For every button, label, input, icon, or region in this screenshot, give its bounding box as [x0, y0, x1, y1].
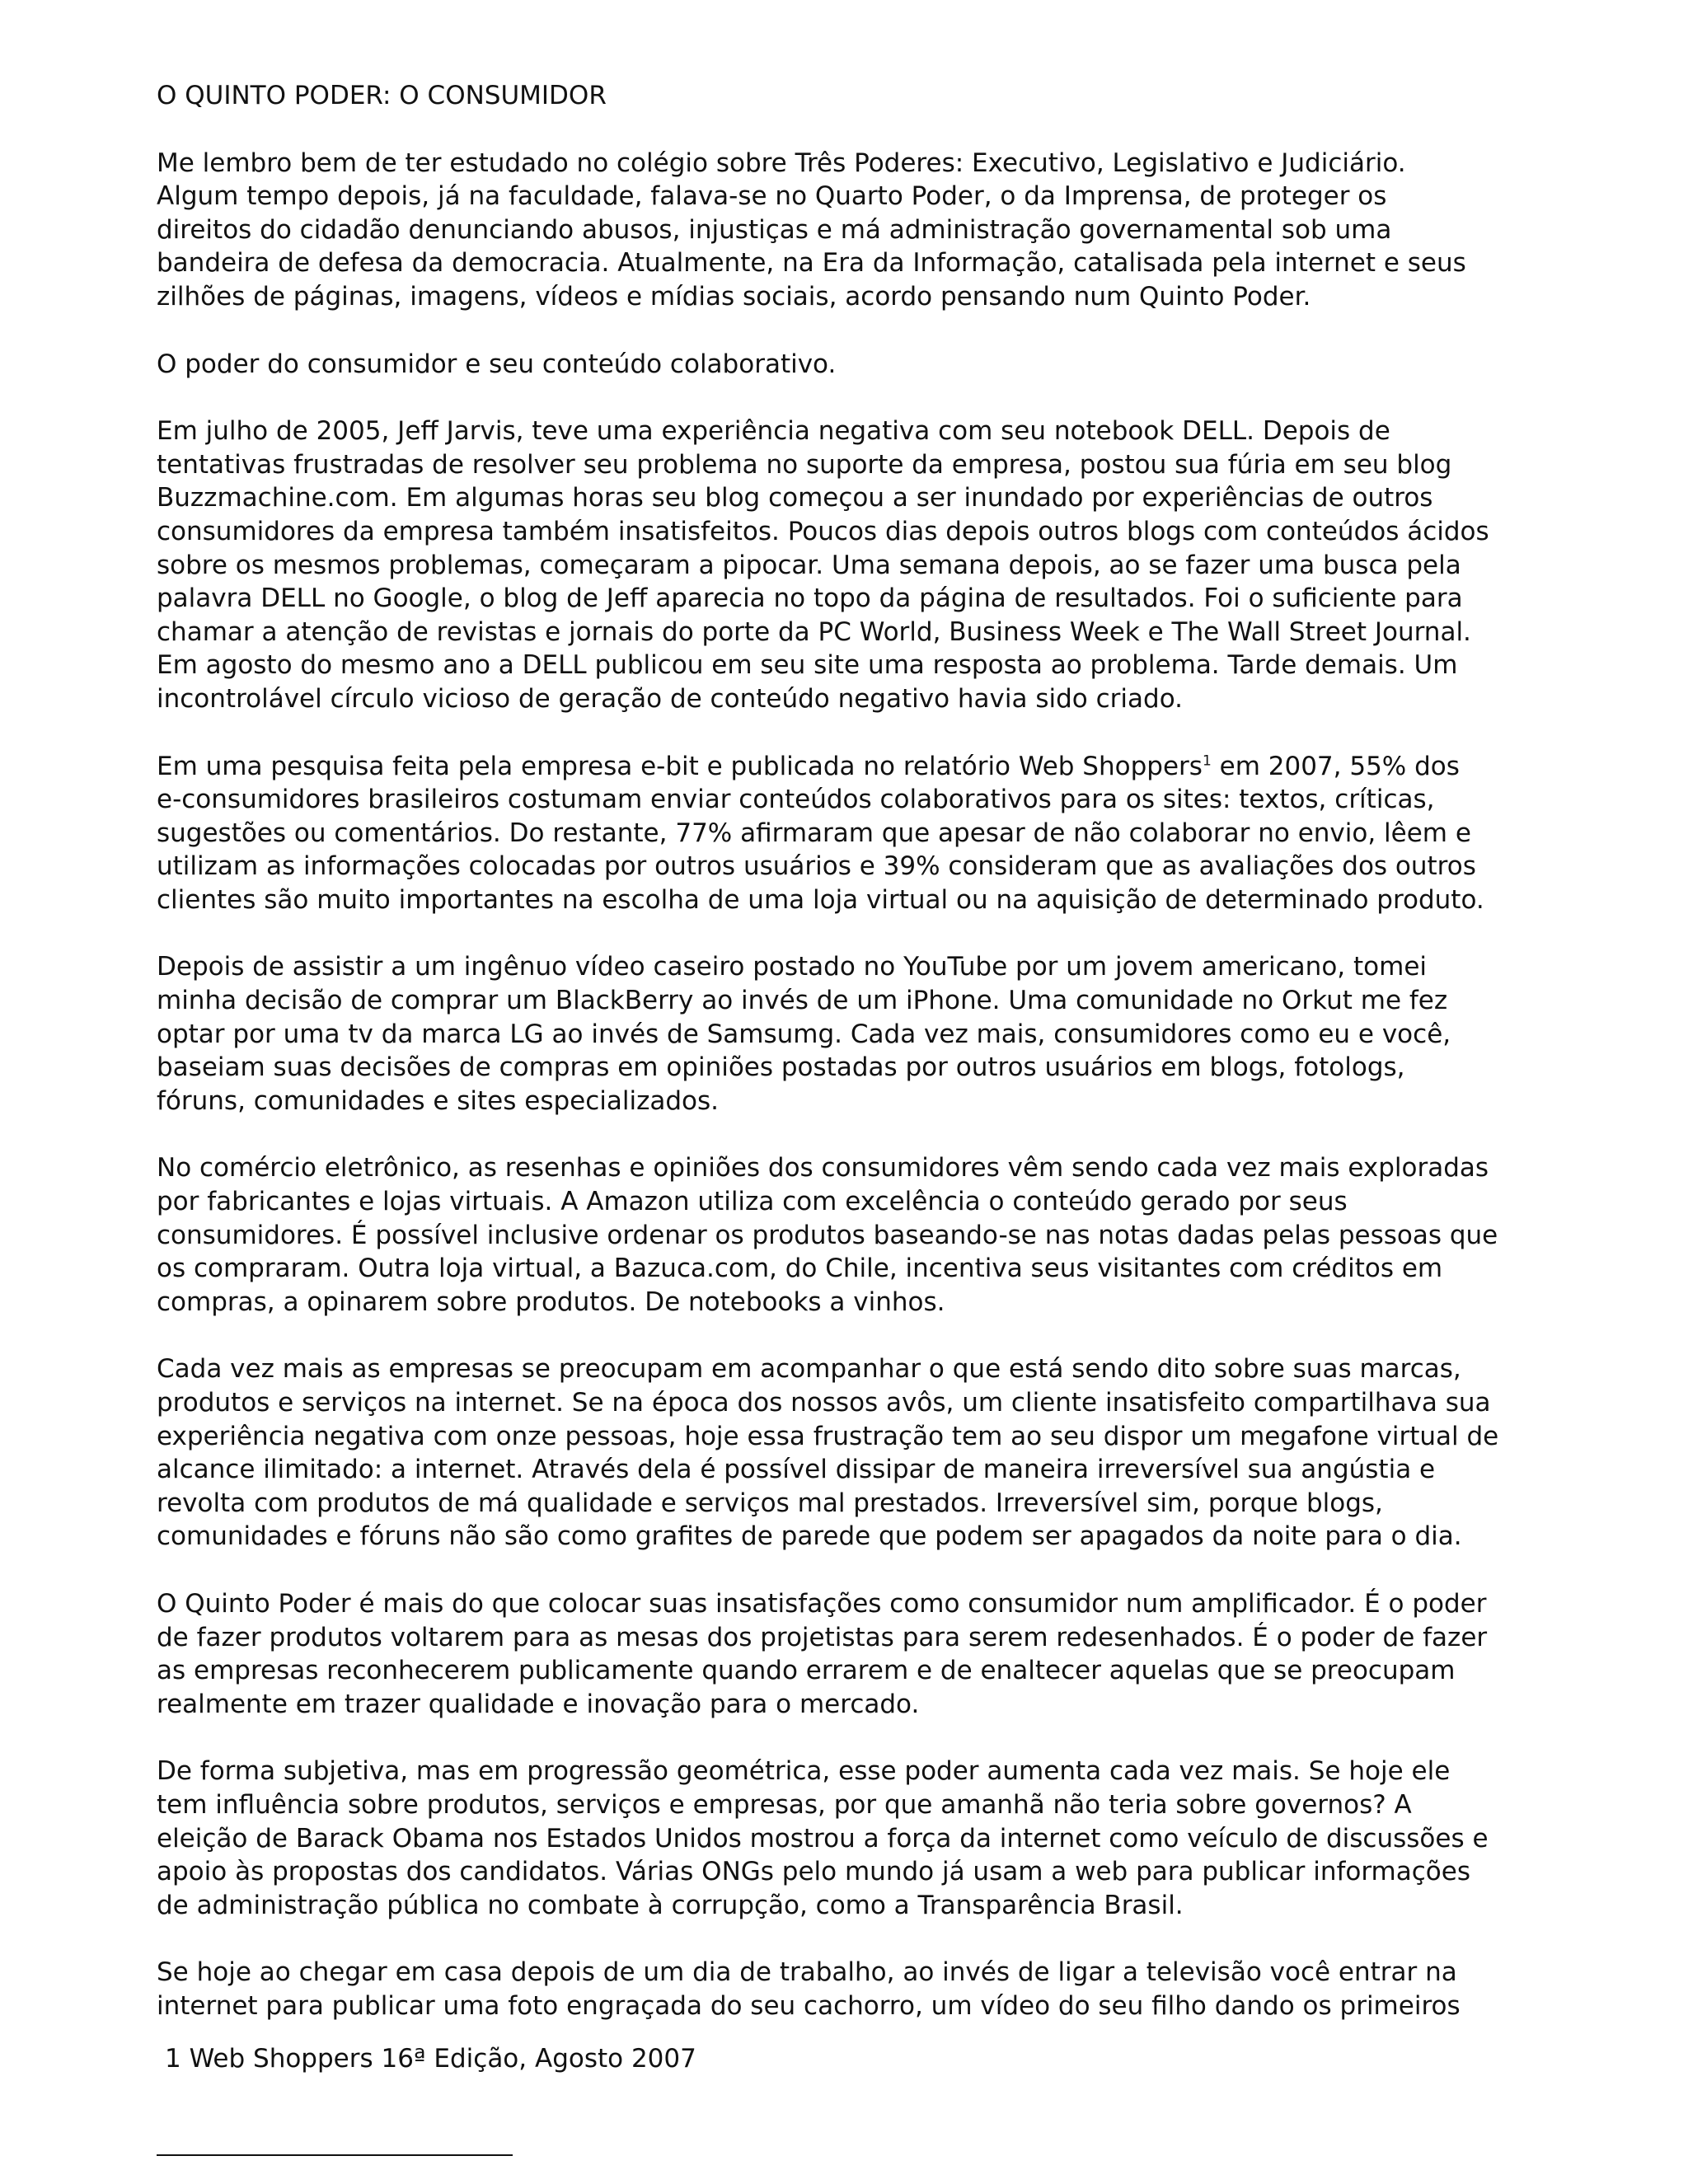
footnote-text: 1 Web Shoppers 16ª Edição, Agosto 2007 [165, 2044, 696, 2074]
document-title: O QUINTO PODER: O CONSUMIDOR [157, 81, 607, 110]
paragraph-governments: De forma subjetiva, mas em progressão geométrica, esse poder aumenta cada vez mais. Se hoje ele tem influência sobre produtos, serviços e empresas, por que amanhã não teria sobre governos? A eleição de Barack Obama nos Estados Unidos mostrou a força da internet como veículo de discussões e apoio às propostas dos candidatos. Várias ONGs pelo mundo já usam a web para publicar informações de administração pública no combate à corrupção, como a Transparência Brasil. [157, 1756, 1489, 1920]
paragraph-closing: Se hoje ao chegar em casa depois de um dia de trabalho, ao invés de ligar a televisão você entrar na internet para publicar uma foto engraçada do seu cachorro, um vídeo do seu filho dando os primeiros [157, 1957, 1461, 2021]
paragraph-companies: Cada vez mais as empresas se preocupam em acompanhar o que está sendo dito sobre suas marcas, produtos e serviços na internet. Se na época dos nossos avôs, um cliente insatisfeito compartilhava sua experiência negativa com onze pessoas, hoje essa frustração tem ao seu dispor um megafone virtual de alcance ilimitado: a internet. Através dela é possível dissipar de maneira irreversível sua angústia e revolta com produtos de má qualidade e serviços mal prestados. Irreversível sim, porque blogs, comunidades e fóruns não são como grafites de parede que podem ser apagados da noite para o dia. [157, 1354, 1499, 1552]
paragraph-ecommerce: No comércio eletrônico, as resenhas e opiniões dos consumidores vêm sendo cada vez mais exploradas por fabricantes e lojas virtuais. A Amazon utiliza com excelência o conteúdo gerado por seus consumidores. É possível inclusive ordenar os produtos baseando-se nas notas dadas pelas pessoas que os compraram. Outra loja virtual, a Bazuca.com, do Chile, incentiva seus visitantes com créditos em compras, a opinarem sobre produtos. De notebooks a vinhos. [157, 1153, 1498, 1317]
paragraph-dell-story: Em julho de 2005, Jeff Jarvis, teve uma experiência negativa com seu notebook DELL. Depois de tentativas frustradas de resolver seu problema no suporte da empresa, postou sua fúria em seu blog Buzzmachine.com. Em algumas horas seu blog começou a ser inundado por experiências de outros consumidores da empresa também insatisfeitos. Poucos dias depois outros blogs com conteúdos ácidos sobre os mesmos problemas, começaram a pipocar. Uma semana depois, ao se fazer uma busca pela palavra DELL no Google, o blog de Jeff aparecia no topo da página de resultados. Foi o suficiente para chamar a atenção de revistas e jornais do porte da PC World, Business Week e The Wall Street Journal. Em agosto do mesmo ano a DELL publicou em seu site uma resposta ao problema. Tarde demais. Um incontrolável círculo vicioso de geração de conteúdo negativo havia sido criado. [157, 416, 1489, 714]
paragraph-subtitle: O poder do consumidor e seu conteúdo colaborativo. [157, 349, 837, 379]
paragraph-youtube: Depois de assistir a um ingênuo vídeo caseiro postado no YouTube por um jovem americano, tomei minha decisão de comprar um BlackBerry ao invés de um iPhone. Uma comunidade no Orkut me fez optar por uma tv da marca LG ao invés de Samsumg. Cada vez mais, consumidores como eu e você, baseiam suas decisões de compras em opiniões postadas por outros usuários em blogs, fotologs, fóruns, comunidades e sites especializados. [157, 952, 1451, 1116]
paragraph-fifth-power: O Quinto Poder é mais do que colocar suas insatisfações como consumidor num amplificador. É o poder de fazer produtos voltarem para as mesas dos projetistas para serem redesenhados. É o poder de fazer as empresas reconhecerem publicamente quando errarem e de enaltecer aquelas que se preocupam realmente em trazer qualidade e inovação para o mercado. [157, 1588, 1488, 1719]
paragraph-intro: Me lembro bem de ter estudado no colégio sobre Três Poderes: Executivo, Legislativo e Judiciário. Algum tempo depois, já na faculdade, falava-se no Quarto Poder, o da Imprensa, de proteger os direitos do cidadão denunciando abusos, injustiças e má administração governamental sob uma bandeira de defesa da democracia. Atualmente, na Era da Informação, catalisada pela internet e seus zilhões de páginas, imagens, vídeos e mídias sociais, acordo pensando num Quinto Poder. [157, 148, 1466, 312]
survey-text-end: em 2007, 55% dos e-consumidores brasileiros costumam enviar conteúdos colaborativos para os sites: textos, críticas, sugestões ou comentários. Do restante, 77% afirmaram que apesar de não colaborar no envio, lêem e utilizam as informações colocadas por outros usuários e 39% consideram que as avaliações dos outros clientes são muito importantes na escolha de uma loja virtual ou na aquisição de determinado produto. [157, 751, 1484, 915]
document-body [157, 79, 1603, 2057]
footnote-separator [157, 2154, 513, 2156]
paragraph-survey [157, 750, 1603, 917]
footnote-reference[interactable]: 1 [1202, 752, 1212, 770]
survey-text-start: Em uma pesquisa feita pela empresa e-bit e publicada no relatório Web Shoppers [157, 751, 1203, 781]
